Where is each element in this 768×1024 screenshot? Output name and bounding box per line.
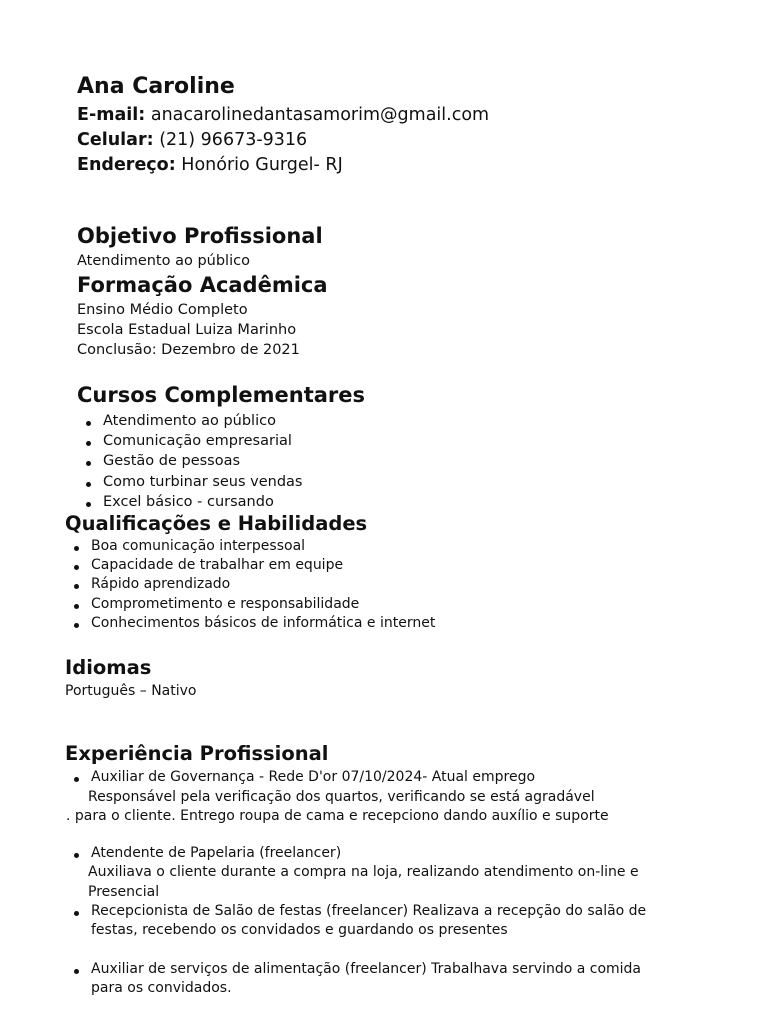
list-item: Como turbinar seus vendas (103, 474, 303, 490)
education-heading: Formação Acadêmica (77, 273, 328, 297)
job-description: festas, recebendo os convidados e guardando os presentes (91, 922, 508, 938)
address-label: Endereço: (77, 155, 176, 175)
list-item: Comprometimento e responsabilidade (91, 596, 360, 612)
skills-heading: Qualificações e Habilidades (65, 512, 368, 535)
job-title: Recepcionista de Salão de festas (freelancer) Realizava a recepção do salão de (91, 903, 647, 919)
job-title: Atendente de Papelaria (freelancer) (91, 845, 342, 861)
objective-text: Atendimento ao público (77, 253, 250, 269)
list-item: Capacidade de trabalhar em equipe (91, 557, 344, 573)
email-value: anacarolinedantasamorim@gmail.com (150, 105, 490, 125)
address-line (77, 155, 343, 175)
phone-label: Celular: (77, 130, 154, 150)
list-item: Rápido aprendizado (91, 576, 231, 592)
experience-heading: Experiência Profissional (65, 742, 329, 765)
job-description: Auxiliava o cliente durante a compra na loja, realizando atendimento on-line e (88, 864, 639, 880)
languages-text: Português – Nativo (65, 683, 197, 699)
list-item: Conhecimentos básicos de informática e internet (91, 615, 436, 631)
candidate-name: Ana Caroline (77, 74, 235, 99)
job-description: Presencial (88, 884, 160, 900)
job-title: Auxiliar de Governança - Rede D'or 07/10/2024- Atual emprego (91, 769, 536, 785)
education-line: Conclusão: Dezembro de 2021 (77, 342, 300, 358)
phone-value: (21) 96673-9316 (159, 130, 308, 150)
list-item: Atendimento ao público (103, 413, 276, 429)
email-line (77, 105, 489, 125)
email-label: E-mail: (77, 105, 146, 125)
courses-heading: Cursos Complementares (77, 383, 366, 407)
job-description: . para o cliente. Entrego roupa de cama e recepciono dando auxílio e suporte (66, 808, 609, 824)
list-item: Excel básico - cursando (103, 494, 274, 510)
objective-heading: Objetivo Profissional (77, 224, 323, 248)
job-title: Auxiliar de serviços de alimentação (freelancer) Trabalhava servindo a comida (91, 961, 642, 977)
job-description: para os convidados. (91, 980, 232, 996)
address-value: Honório Gurgel- RJ (181, 155, 343, 175)
languages-heading: Idiomas (65, 656, 152, 679)
education-line: Escola Estadual Luiza Marinho (77, 322, 297, 338)
job-description: Responsável pela verificação dos quartos, verificando se está agradável (88, 789, 595, 805)
list-item: Comunicação empresarial (103, 433, 292, 449)
list-item: Gestão de pessoas (103, 453, 241, 469)
education-line: Ensino Médio Completo (77, 302, 248, 318)
phone-line (77, 130, 307, 150)
list-item: Boa comunicação interpessoal (91, 538, 306, 554)
